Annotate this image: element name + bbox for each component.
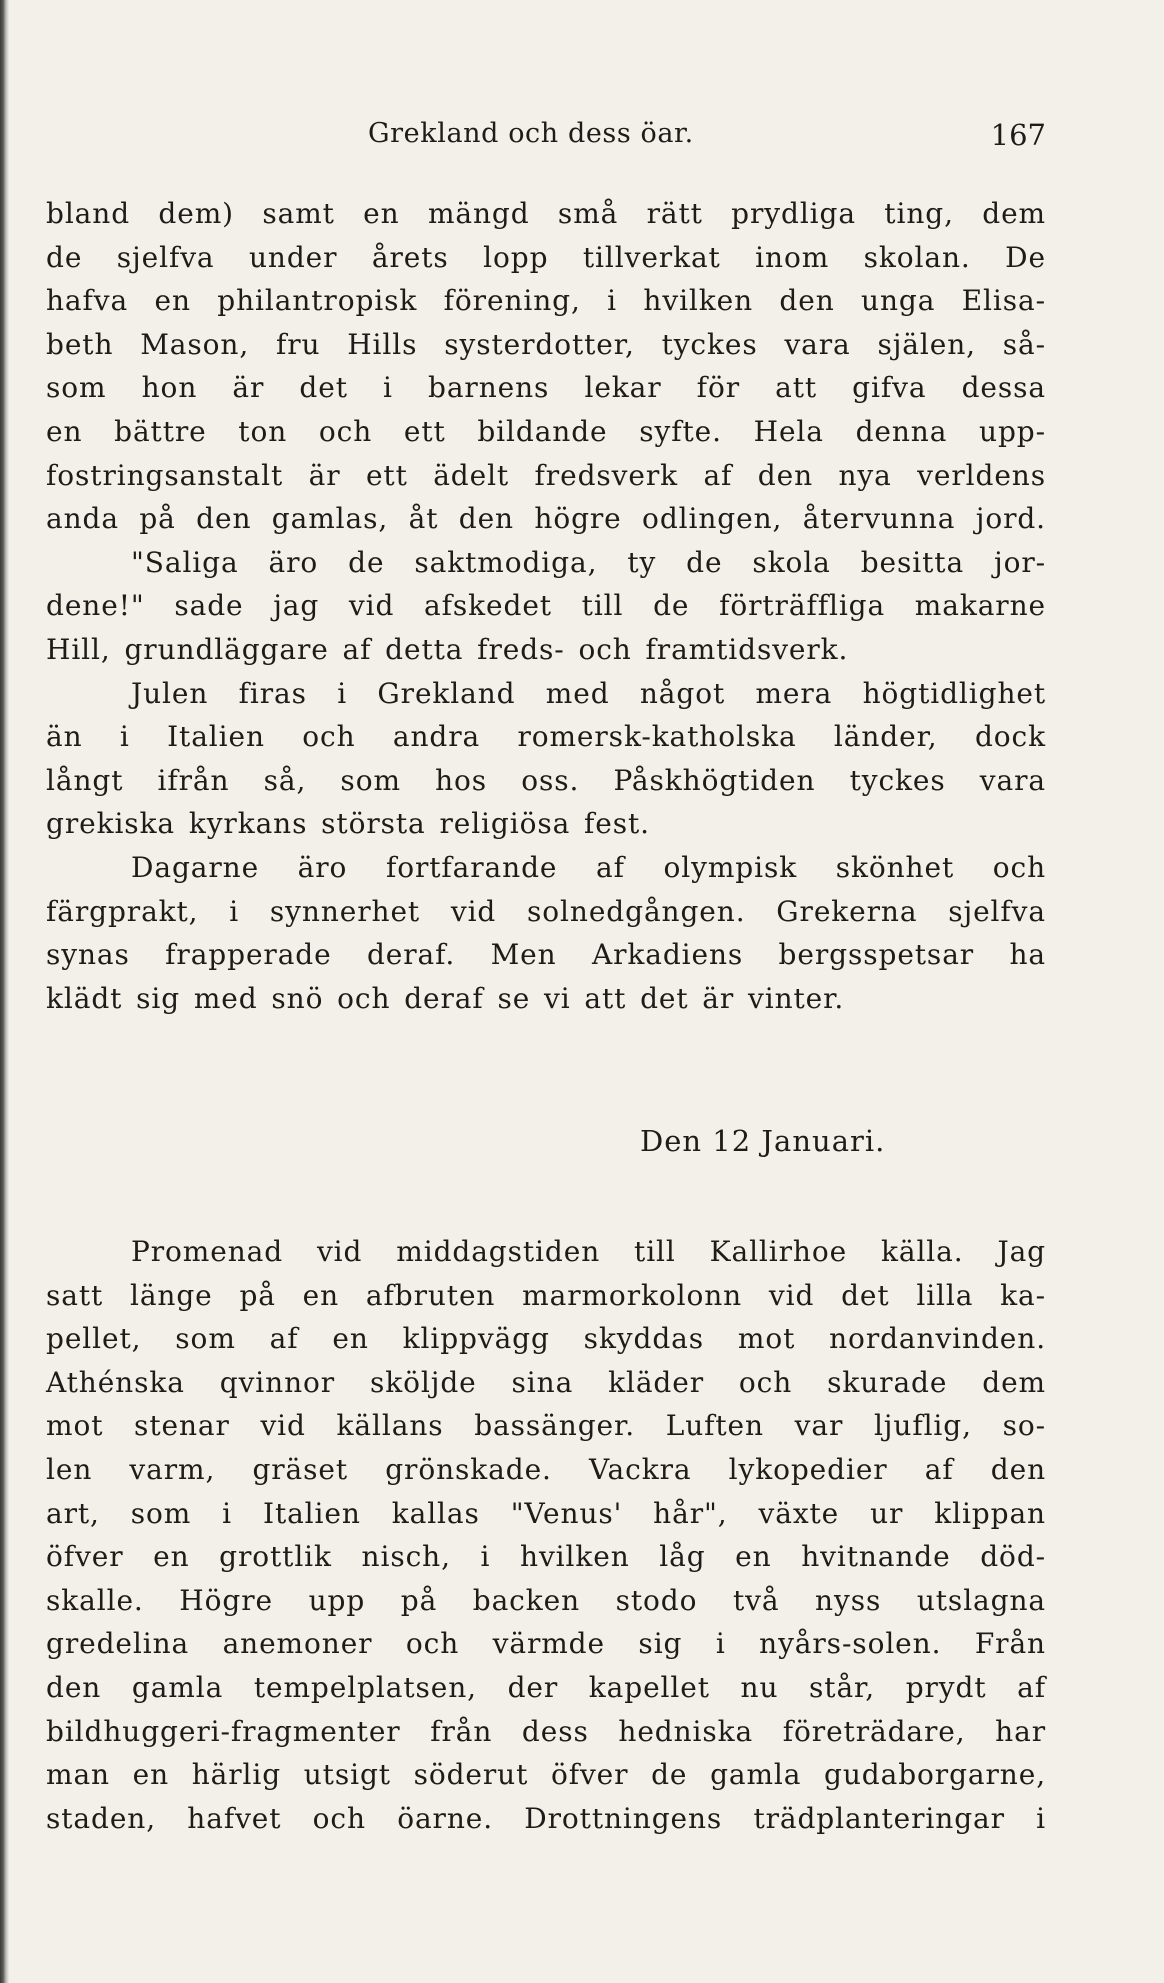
text-line: Hill, grundläggare af detta freds- och framtidsverk. [46,632,849,666]
text-line: färgprakt, i synnerhet vid solnedgången. Grekerna sjelfva [46,894,1046,928]
text-line: staden, hafvet och öarne. Drottningens trädplanteringar i [46,1801,1046,1835]
text-line: grekiska kyrkans största religiösa fest. [46,807,650,841]
text-line: gredelina anemoner och värmde sig i nyårs-solen. Från [46,1627,1046,1661]
text-line: Julen firas i Grekland med något mera högtidlighet [131,676,1046,710]
text-line: beth Mason, fru Hills systerdotter, tyckes vara själen, så- [46,327,1046,361]
text-line: Dagarne äro fortfarande af olympisk skönhet och [131,850,1046,884]
running-title: Grekland och dess öar. [368,118,694,149]
text-line: klädt sig med snö och deraf se vi att det är vinter. [46,981,845,1015]
text-line: som hon är det i barnens lekar för att gifva dessa [46,371,1046,405]
text-line: anda på den gamlas, åt den högre odlingen, återvunna jord. [46,502,1046,536]
text-line: man en härlig utsigt söderut öfver de gamla gudaborgarne, [46,1758,1046,1792]
text-line: än i Italien och andra romersk-katholska länder, dock [46,720,1046,754]
text-section-a [46,192,1046,1020]
text-section-b [46,1230,1046,1840]
text-line: de sjelfva under årets lopp tillverkat inom skolan. De [46,240,1046,274]
text-line: mot stenar vid källans bassänger. Luften var ljuflig, so- [46,1409,1046,1443]
text-line: pellet, som af en klippvägg skyddas mot nordanvinden. [46,1322,1046,1356]
text-line: fostringsanstalt är ett ädelt fredsverk af den nya verldens [46,458,1046,492]
text-line: synas frapperade deraf. Men Arkadiens bergsspetsar ha [46,938,1046,972]
text-line: bildhuggeri-fragmenter från dess hedniska företrädare, har [46,1714,1046,1748]
text-line: len varm, gräset grönskade. Vackra lykopedier af den [46,1452,1046,1486]
text-line: långt ifrån så, som hos oss. Påskhögtiden tyckes vara [46,763,1046,797]
text-line: en bättre ton och ett bildande syfte. Hela denna upp- [46,414,1046,448]
text-line: "Saliga äro de saktmodiga, ty de skola besitta jor- [131,545,1046,579]
page-header [46,118,1046,158]
text-line: Promenad vid middagstiden till Kallirhoe källa. Jag [131,1235,1046,1268]
text-line: satt länge på en afbruten marmorkolonn vid det lilla ka- [46,1278,1046,1312]
dateline: Den 12 Januari. [640,1124,886,1158]
text-line: Athénska qvinnor sköljde sina kläder och skurade dem [46,1365,1046,1399]
text-line: dene!" sade jag vid afskedet till de förträffliga makarne [46,589,1046,623]
text-line: öfver en grottlik nisch, i hvilken låg en hvitnande död- [46,1540,1046,1574]
binding-edge [0,0,9,1983]
text-line: skalle. Högre upp på backen stodo två nyss utslagna [46,1583,1046,1617]
text-line: den gamla tempelplatsen, der kapellet nu står, prydt af [46,1670,1046,1704]
page-number: 167 [990,118,1046,152]
text-line: hafva en philantropisk förening, i hvilken den unga Elisa- [46,284,1046,318]
text-line: art, som i Italien kallas "Venus' hår", växte ur klippan [46,1496,1046,1530]
text-line: bland dem) samt en mängd små rätt prydliga ting, dem [46,197,1046,230]
